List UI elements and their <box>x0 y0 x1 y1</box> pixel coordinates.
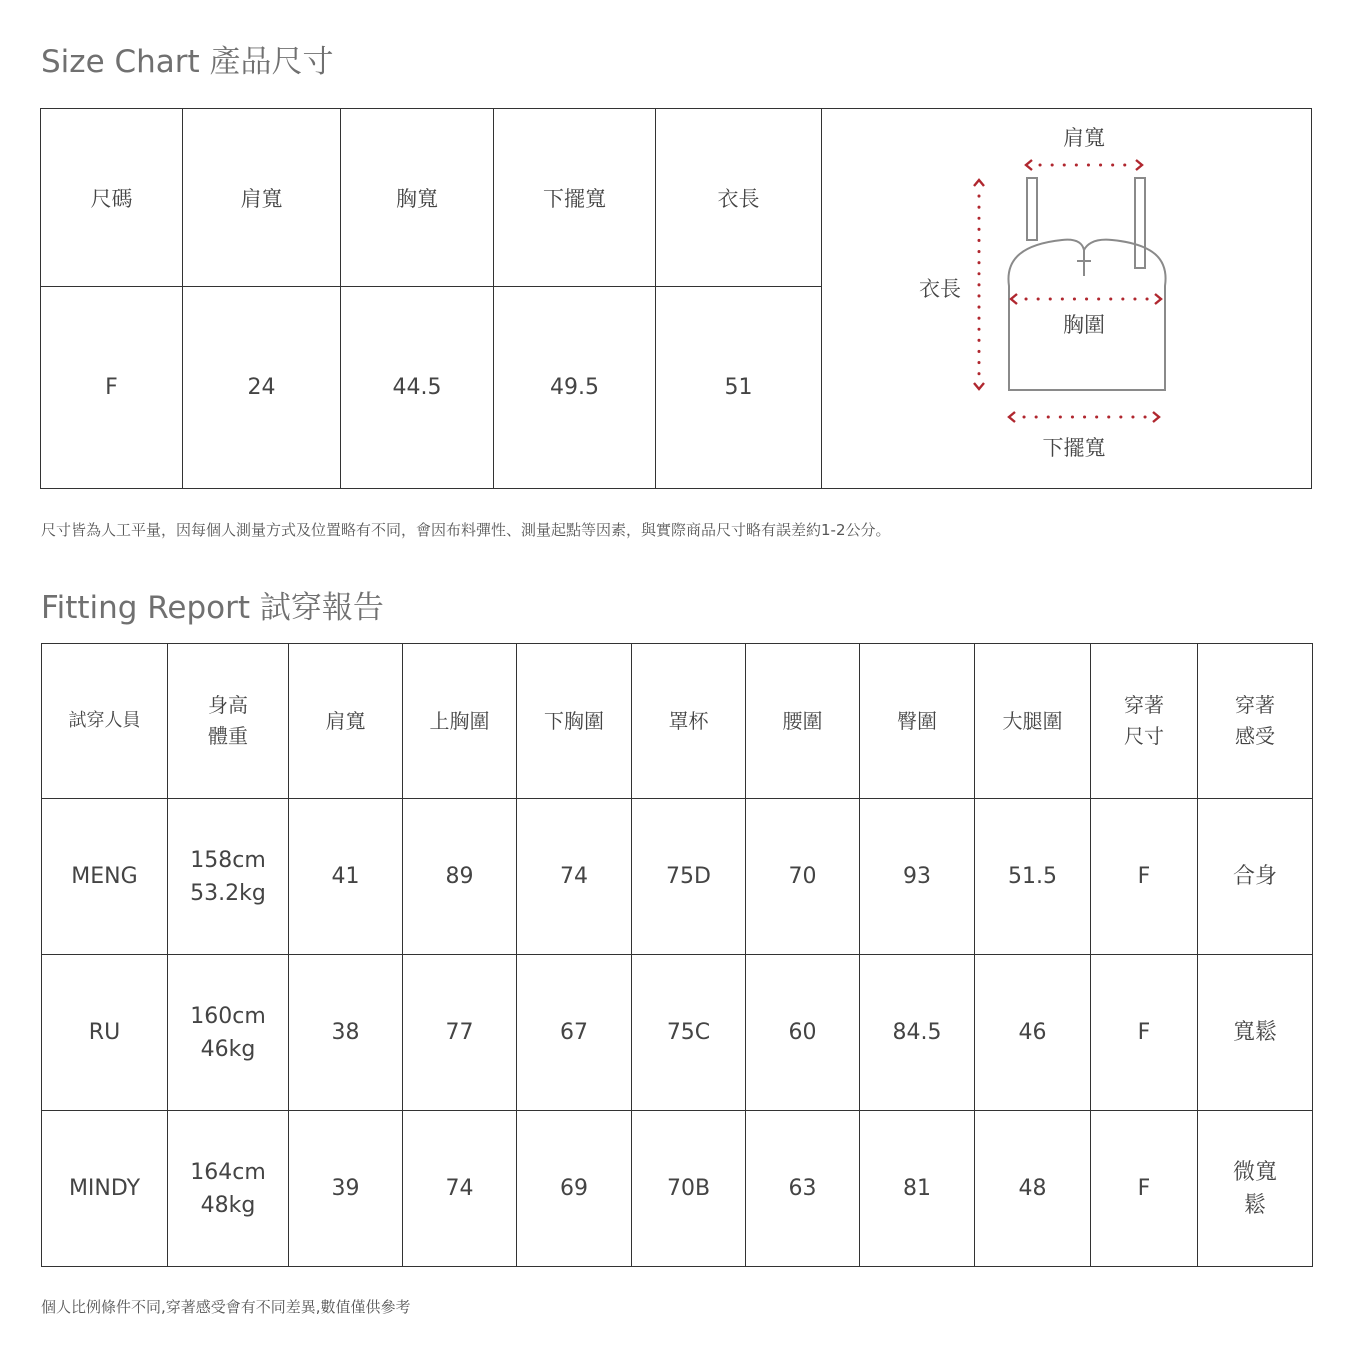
fit-hip: 84.5 <box>860 955 975 1111</box>
size-chart-note: 尺寸皆為人工平量，因每個人測量方式及位置略有不同，會因布料彈性、測量起點等因素，與實際商品尺寸略有誤差約1-2公分。 <box>41 521 891 539</box>
fit-height-weight: 164cm 48kg <box>168 1111 289 1267</box>
fit-header-size-worn: 穿著 尺寸 <box>1091 644 1198 799</box>
fit-size-worn: F <box>1091 955 1198 1111</box>
fit-cup: 75D <box>632 799 746 955</box>
fit-waist: 70 <box>746 799 860 955</box>
fit-under-bust: 69 <box>517 1111 632 1267</box>
size-header-length: 衣長 <box>656 109 822 287</box>
size-header-shoulder: 肩寬 <box>183 109 341 287</box>
garment-diagram <box>822 110 1310 488</box>
size-chart-table <box>40 108 1312 489</box>
fit-feel: 合身 <box>1198 799 1313 955</box>
fit-shoulder: 39 <box>289 1111 403 1267</box>
fit-cup: 75C <box>632 955 746 1111</box>
fit-feel: 微寬 鬆 <box>1198 1111 1313 1267</box>
size-header-chest: 胸寬 <box>341 109 494 287</box>
fitting-report-title: Fitting Report 試穿報告 <box>41 590 384 626</box>
size-value-hem: 49.5 <box>494 287 656 489</box>
size-value-size: F <box>41 287 183 489</box>
fit-header-fit-feel: 穿著 感受 <box>1198 644 1313 799</box>
diagram-length-label: 衣長 <box>919 276 961 301</box>
fit-header-height-weight: 身高 體重 <box>168 644 289 799</box>
size-value-chest: 44.5 <box>341 287 494 489</box>
size-chart-title: Size Chart 產品尺寸 <box>41 44 334 80</box>
fit-shoulder: 38 <box>289 955 403 1111</box>
fit-header-under-bust: 下胸圍 <box>517 644 632 799</box>
fit-feel: 寬鬆 <box>1198 955 1313 1111</box>
fit-thigh: 48 <box>975 1111 1091 1267</box>
size-header-size: 尺碼 <box>41 109 183 287</box>
fit-size-worn: F <box>1091 1111 1198 1267</box>
fit-height-weight: 160cm 46kg <box>168 955 289 1111</box>
fit-tester-name: MENG <box>42 799 168 955</box>
fitting-row <box>42 1111 1313 1267</box>
diagram-shoulder-label: 肩寬 <box>1063 125 1105 150</box>
fit-hip: 81 <box>860 1111 975 1267</box>
size-value-length: 51 <box>656 287 822 489</box>
fitting-row <box>42 955 1313 1111</box>
shoulder-arrow <box>1026 160 1142 170</box>
fit-shoulder: 41 <box>289 799 403 955</box>
fitting-header-row <box>42 644 1313 799</box>
size-chart-header-row <box>41 109 1312 287</box>
fit-header-waist: 腰圍 <box>746 644 860 799</box>
fit-waist: 60 <box>746 955 860 1111</box>
fit-upper-bust: 89 <box>403 799 517 955</box>
fit-cup: 70B <box>632 1111 746 1267</box>
fit-header-hip: 臀圍 <box>860 644 975 799</box>
fit-header-cup: 罩杯 <box>632 644 746 799</box>
fit-header-shoulder: 肩寬 <box>289 644 403 799</box>
garment-diagram-cell <box>822 109 1312 489</box>
fit-header-thigh: 大腿圍 <box>975 644 1091 799</box>
fit-tester-name: MINDY <box>42 1111 168 1267</box>
size-value-shoulder: 24 <box>183 287 341 489</box>
fitting-report-note: 個人比例條件不同,穿著感受會有不同差異,數值僅供參考 <box>41 1298 411 1316</box>
diagram-chest-label: 胸圍 <box>1063 312 1105 337</box>
fit-tester-name: RU <box>42 955 168 1111</box>
length-arrow <box>974 180 984 389</box>
fit-thigh: 51.5 <box>975 799 1091 955</box>
fit-under-bust: 74 <box>517 799 632 955</box>
fit-waist: 63 <box>746 1111 860 1267</box>
fit-upper-bust: 77 <box>403 955 517 1111</box>
fit-height-weight: 158cm 53.2kg <box>168 799 289 955</box>
diagram-hem-label: 下擺寬 <box>1042 435 1106 460</box>
size-header-hem: 下擺寬 <box>494 109 656 287</box>
fit-under-bust: 67 <box>517 955 632 1111</box>
fit-header-tester: 試穿人員 <box>42 644 168 799</box>
fit-upper-bust: 74 <box>403 1111 517 1267</box>
fit-thigh: 46 <box>975 955 1091 1111</box>
fitting-row <box>42 799 1313 955</box>
fit-size-worn: F <box>1091 799 1198 955</box>
fit-header-upper-bust: 上胸圍 <box>403 644 517 799</box>
garment-outline <box>1008 178 1165 390</box>
hem-arrow <box>1009 412 1159 422</box>
fitting-report-table <box>41 643 1313 1267</box>
chest-arrow <box>1011 294 1161 304</box>
fit-hip: 93 <box>860 799 975 955</box>
